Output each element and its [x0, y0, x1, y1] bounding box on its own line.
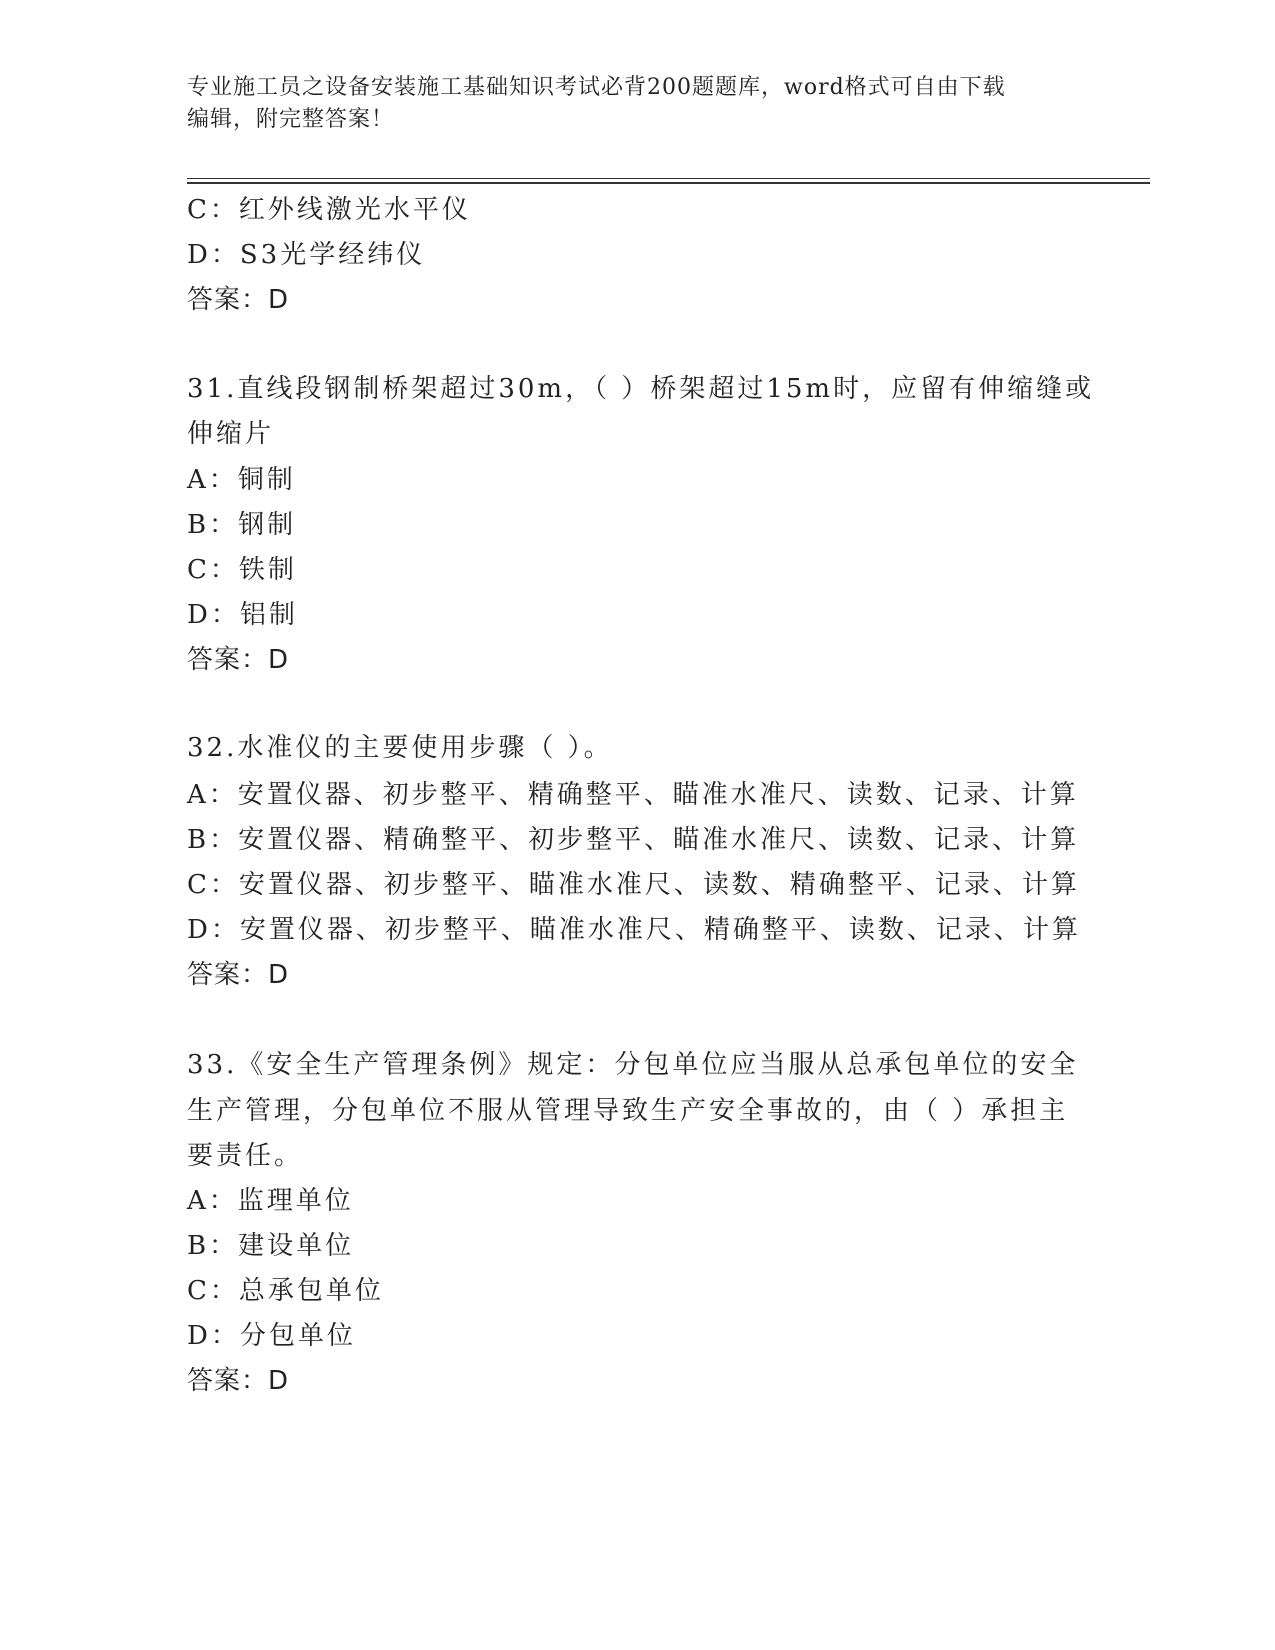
- q31-stem-line-2: 伸缩片: [187, 419, 275, 449]
- q31-stem-line-1: 31.直线段钢制桥架超过30m，（ ）桥架超过15m时，应留有伸缩缝或: [187, 374, 1095, 404]
- q32-option-d: D：安置仪器、初步整平、瞄准水准尺、精确整平、读数、记录、计算: [187, 915, 1081, 945]
- q33-stem-line-1: 33.《安全生产管理条例》规定：分包单位应当服从总承包单位的安全: [187, 1050, 1079, 1080]
- q32-option-b: B：安置仪器、精确整平、初步整平、瞄准水准尺、读数、记录、计算: [187, 825, 1080, 855]
- q31-answer: 答案：D: [187, 645, 290, 675]
- q32-option-a: A：安置仪器、初步整平、精确整平、瞄准水准尺、读数、记录、计算: [187, 780, 1079, 810]
- q30-option-c: C：红外线激光水平仪: [187, 195, 471, 225]
- q33-option-b: B：建设单位: [187, 1231, 355, 1261]
- document-header: [187, 72, 1087, 136]
- q33-answer: 答案：D: [187, 1366, 290, 1396]
- q31-option-a: A：铜制: [187, 465, 296, 495]
- q32-stem-line-1: 32.水准仪的主要使用步骤（ ）。: [187, 733, 613, 763]
- q33-stem-line-3: 要责任。: [187, 1141, 304, 1171]
- q33-stem-line-2: 生产管理，分包单位不服从管理导致生产安全事故的，由（ ）承担主: [187, 1096, 1069, 1126]
- q33-option-d: D：分包单位: [187, 1321, 356, 1351]
- header-divider-thin: [187, 178, 1150, 179]
- q30-option-d: D：S3光学经纬仪: [187, 240, 426, 270]
- q31-option-c: C：铁制: [187, 555, 297, 585]
- header-line-2: 编辑，附完整答案！: [187, 107, 395, 132]
- q33-option-a: A：监理单位: [187, 1186, 354, 1216]
- header-line-1: 专业施工员之设备安装施工基础知识考试必背200题题库，word格式可自由下载: [187, 75, 1006, 100]
- q30-answer: 答案：D: [187, 285, 290, 315]
- header-divider-thick: [187, 182, 1150, 184]
- q31-option-d: D：铝制: [187, 600, 298, 630]
- q32-option-c: C：安置仪器、初步整平、瞄准水准尺、读数、精确整平、记录、计算: [187, 870, 1080, 900]
- q33-option-c: C：总承包单位: [187, 1276, 384, 1306]
- q32-answer: 答案：D: [187, 960, 290, 990]
- q31-option-b: B：钢制: [187, 510, 297, 540]
